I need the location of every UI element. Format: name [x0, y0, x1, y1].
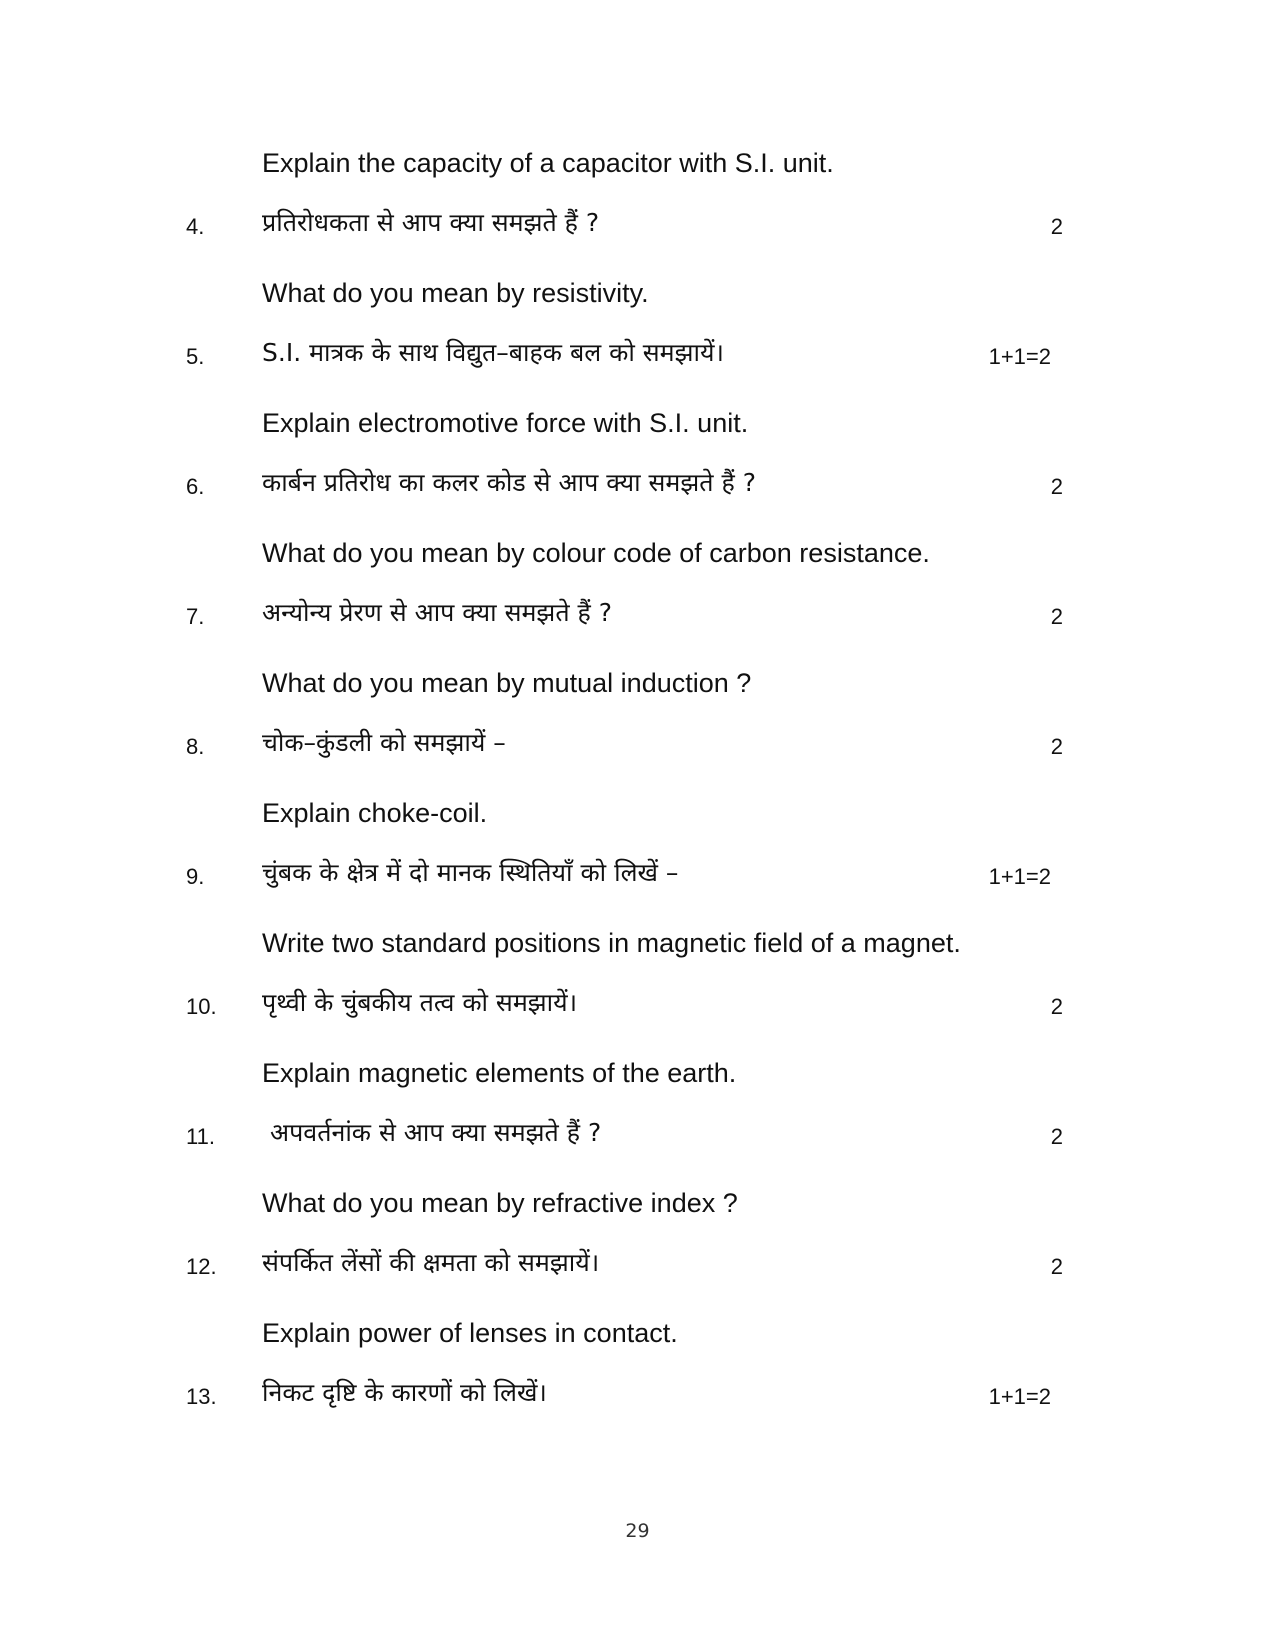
- question-number: 7.: [186, 604, 205, 629]
- hindi-question-text: अपवर्तनांक से आप क्या समझते हैं ?: [270, 1118, 602, 1147]
- question-marks: 2: [1050, 214, 1063, 239]
- english-text: What do you mean by colour code of carbon resistance.: [262, 538, 930, 568]
- question-marks: 2: [1050, 1254, 1063, 1279]
- question-marks: 2: [1050, 604, 1063, 629]
- question-7: [0, 596, 1275, 636]
- english-line: [0, 1056, 1275, 1096]
- hindi-question-text: कार्बन प्रतिरोध का कलर कोड से आप क्या समझते हैं ?: [262, 468, 756, 497]
- page-number: 29: [625, 1520, 650, 1542]
- question-number: 13.: [186, 1384, 217, 1409]
- hindi-question-text: प्रतिरोधकता से आप क्या समझते हैं ?: [262, 208, 600, 237]
- english-text: What do you mean by resistivity.: [262, 278, 649, 308]
- question-6: [0, 466, 1275, 506]
- english-text: Explain power of lenses in contact.: [262, 1318, 678, 1348]
- english-line: [0, 276, 1275, 316]
- question-number: 4.: [186, 214, 205, 239]
- question-number: 6.: [186, 474, 205, 499]
- english-line: [0, 796, 1275, 836]
- question-marks: 2: [1050, 994, 1063, 1019]
- hindi-question-text: अन्योन्य प्रेरण से आप क्या समझते हैं ?: [262, 598, 613, 627]
- question-marks: 1+1=2: [988, 1384, 1051, 1409]
- english-line: [0, 406, 1275, 446]
- question-number: 8.: [186, 734, 205, 759]
- question-number: 12.: [186, 1254, 217, 1279]
- question-marks: 2: [1050, 734, 1063, 759]
- question-12: [0, 1246, 1275, 1286]
- english-line: [0, 1316, 1275, 1356]
- question-10: [0, 986, 1275, 1026]
- english-text: Explain the capacity of a capacitor with S.I. unit.: [262, 148, 834, 178]
- english-text: Explain electromotive force with S.I. unit.: [262, 408, 749, 438]
- hindi-question-text: S.I. मात्रक के साथ विद्युत–बाहक बल को समझायें।: [262, 338, 724, 367]
- hindi-question-text: संपर्कित लेंसों की क्षमता को समझायें।: [262, 1248, 600, 1277]
- english-line: [0, 536, 1275, 576]
- hindi-question-text: चुंबक के क्षेत्र में दो मानक स्थितियाँ को लिखें –: [262, 858, 679, 887]
- english-text: What do you mean by refractive index ?: [262, 1188, 738, 1218]
- question-marks: 1+1=2: [988, 864, 1051, 889]
- question-marks: 1+1=2: [988, 344, 1051, 369]
- hindi-question-text: निकट दृष्टि के कारणों को लिखें।: [262, 1378, 547, 1407]
- question-11: [0, 1116, 1275, 1156]
- english-line: [0, 666, 1275, 706]
- hindi-question-text: पृथ्वी के चुंबकीय तत्व को समझायें।: [262, 988, 578, 1017]
- question-5: [0, 336, 1275, 376]
- question-number: 10.: [186, 994, 217, 1019]
- english-line: [0, 146, 1275, 186]
- question-9: [0, 856, 1275, 896]
- question-marks: 2: [1050, 474, 1063, 499]
- english-text: Write two standard positions in magnetic field of a magnet.: [262, 928, 961, 958]
- english-text: Explain magnetic elements of the earth.: [262, 1058, 737, 1088]
- question-8: [0, 726, 1275, 766]
- english-line: [0, 1186, 1275, 1226]
- english-text: What do you mean by mutual induction ?: [262, 668, 752, 698]
- question-4: [0, 206, 1275, 246]
- english-line: [0, 926, 1275, 966]
- hindi-question-text: चोक–कुंडली को समझायें –: [262, 728, 506, 757]
- question-number: 9.: [186, 864, 205, 889]
- question-13: [0, 1376, 1275, 1416]
- question-number: 11.: [186, 1124, 215, 1149]
- question-number: 5.: [186, 344, 205, 369]
- english-text: Explain choke-coil.: [262, 798, 488, 828]
- question-marks: 2: [1050, 1124, 1063, 1149]
